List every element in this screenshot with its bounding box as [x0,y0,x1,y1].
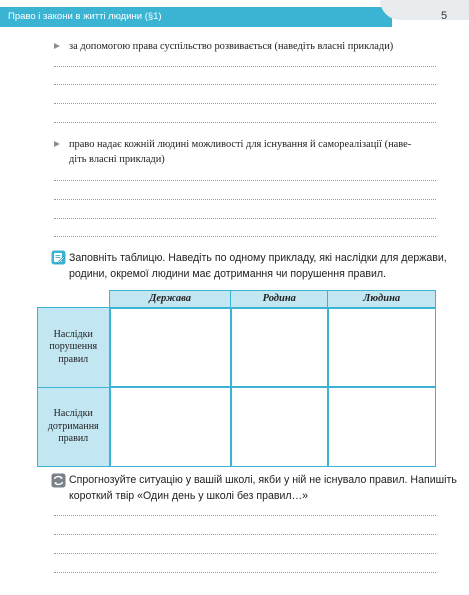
column-header-state: Держава [110,291,231,308]
consequences-table [37,290,436,467]
row-header-violation [38,308,110,388]
row-header-line: правил [58,353,89,365]
table-cell[interactable] [231,308,328,388]
row-header-line: Наслідки [53,328,93,340]
header-curve [380,0,469,20]
task-text-line: родини, окремої людини має дотримання чи порушення правил. [69,267,386,280]
row-header-line: порушення [49,341,98,352]
task-essay-instruction [69,473,457,504]
table-cell[interactable] [231,387,328,467]
page-number: 5 [441,10,448,22]
answer-line[interactable] [54,103,436,104]
triangle-right-icon [54,43,60,49]
task-text-line: Спрогнозуйте ситуацію у вашій школі, якби у ній не існувало правил. Напишіть [69,474,457,486]
bullet-text: за допомогою права суспільство розвивається (наведіть власні приклади) [69,41,394,52]
answer-line[interactable] [54,236,436,237]
task-text-line: Заповніть таблицю. Наведіть по одному прикладу, які наслідки для держави, [69,252,447,264]
pencil-note-icon [51,250,66,265]
answer-line[interactable] [54,515,436,516]
row-header-line: Наслідки [53,408,93,419]
triangle-right-icon [54,141,60,147]
column-header-person: Людина [328,291,436,308]
answer-line[interactable] [54,218,436,219]
bullet-text-continuation: діть власні приклади) [69,154,165,165]
table-corner [38,291,110,308]
table-cell[interactable] [110,387,231,467]
answer-line[interactable] [54,122,436,123]
answer-line[interactable] [54,66,436,67]
table-cell[interactable] [328,387,436,467]
bullet-text: право надає кожній людині можливості для існування й самореалізації (наве- [69,139,412,150]
task-text-line: короткий твір «Один день у школі без правил…» [69,489,309,502]
row-header-line: дотримання [47,420,99,432]
row-header-compliance [38,387,110,467]
table-cell[interactable] [110,308,231,388]
task-table-instruction [69,251,447,282]
answer-line[interactable] [54,84,436,85]
column-header-family: Родина [231,291,328,308]
bullet-item-2 [69,137,411,167]
table-cell[interactable] [328,308,436,388]
cycle-arrows-icon [51,473,66,488]
answer-line[interactable] [54,180,436,181]
row-header-line: правил [58,433,89,444]
answer-line[interactable] [54,534,436,535]
page-header-title: Право і закони в житті людини (§1) [8,11,162,22]
answer-line[interactable] [54,553,436,554]
bullet-item-1 [69,39,393,54]
answer-line[interactable] [54,572,436,573]
answer-line[interactable] [54,199,436,200]
